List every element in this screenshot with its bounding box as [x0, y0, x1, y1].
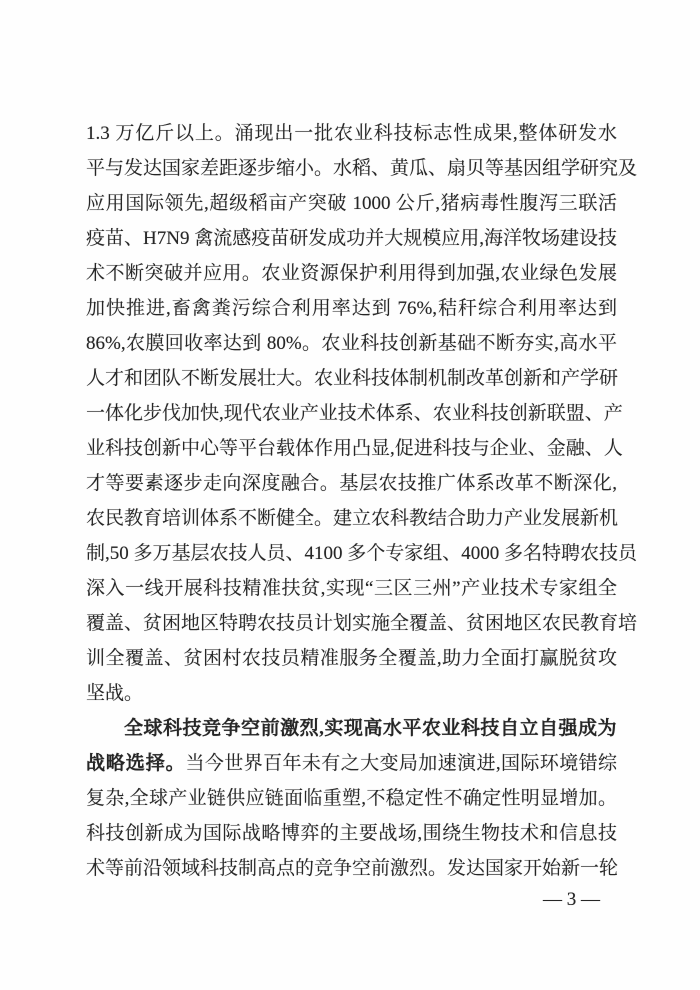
page-number: — 3 —	[543, 889, 600, 910]
text-line: 加快推进,畜禽粪污综合利用率达到 76%,秸秆综合利用率达到	[86, 298, 617, 319]
text-line: 一体化步伐加快,现代农业产业技术体系、农业科技创新联盟、产	[86, 403, 623, 424]
text-line	[86, 711, 617, 746]
bold-text: 全球科技竞争空前激烈,实现高水平农业科技自立自强成为	[124, 718, 617, 739]
text-line: 深入一线开展科技精准扶贫,实现“三区三州”产业技术专家组全	[86, 578, 617, 599]
text-line: 业科技创新中心等平台载体作用凸显,促进科技与企业、金融、人	[86, 438, 623, 459]
bold-text: 战略选择。	[86, 753, 186, 774]
text-line: 平与发达国家差距逐步缩小。水稻、黄瓜、扇贝等基因组学研究及	[86, 158, 638, 179]
text-line: 才等要素逐步走向深度融合。基层农技推广体系改革不断深化,	[86, 473, 617, 494]
text-line: 86%,农膜回收率达到 80%。农业科技创新基础不断夯实,高水平	[86, 333, 617, 354]
text-line: 术等前沿领域科技制高点的竞争空前激烈。发达国家开始新一轮	[86, 858, 619, 879]
text-line: 1.3 万亿斤以上。涌现出一批农业科技标志性成果,整体研发水	[86, 123, 617, 144]
paragraph-1	[86, 116, 638, 711]
text-line: 人才和团队不断发展壮大。农业科技体制机制改革创新和产学研	[86, 368, 619, 389]
text-line: 坚战。	[86, 683, 144, 704]
text-line: 覆盖、贫困地区特聘农技员计划实施全覆盖、贫困地区农民教育培	[86, 613, 638, 634]
text-line: 科技创新成为国际战略博弈的主要战场,围绕生物技术和信息技	[86, 823, 617, 844]
text-line: 疫苗、H7N9 禽流感疫苗研发成功并大规模应用,海洋牧场建设技	[86, 228, 617, 249]
text-line: 应用国际领先,超级稻亩产突破 1000 公斤,猪病毒性腹泻三联活	[86, 193, 617, 214]
text-line: 制,50 多万基层农技人员、4100 多个专家组、4000 多名特聘农技员	[86, 543, 638, 564]
paragraph-2	[86, 711, 617, 886]
text-line: 战略选择。当今世界百年未有之大变局加速演进,国际环境错综	[86, 753, 617, 774]
text-line: 复杂,全球产业链供应链面临重塑,不稳定性不确定性明显增加。	[86, 788, 617, 809]
text-line: 训全覆盖、贫困村农技员精准服务全覆盖,助力全面打赢脱贫攻	[86, 648, 617, 669]
text-line: 农民教育培训体系不断健全。建立农科教结合助力产业发展新机	[86, 508, 619, 529]
document-body	[86, 116, 638, 886]
text-line: 术不断突破并应用。农业资源保护利用得到加强,农业绿色发展	[86, 263, 617, 284]
